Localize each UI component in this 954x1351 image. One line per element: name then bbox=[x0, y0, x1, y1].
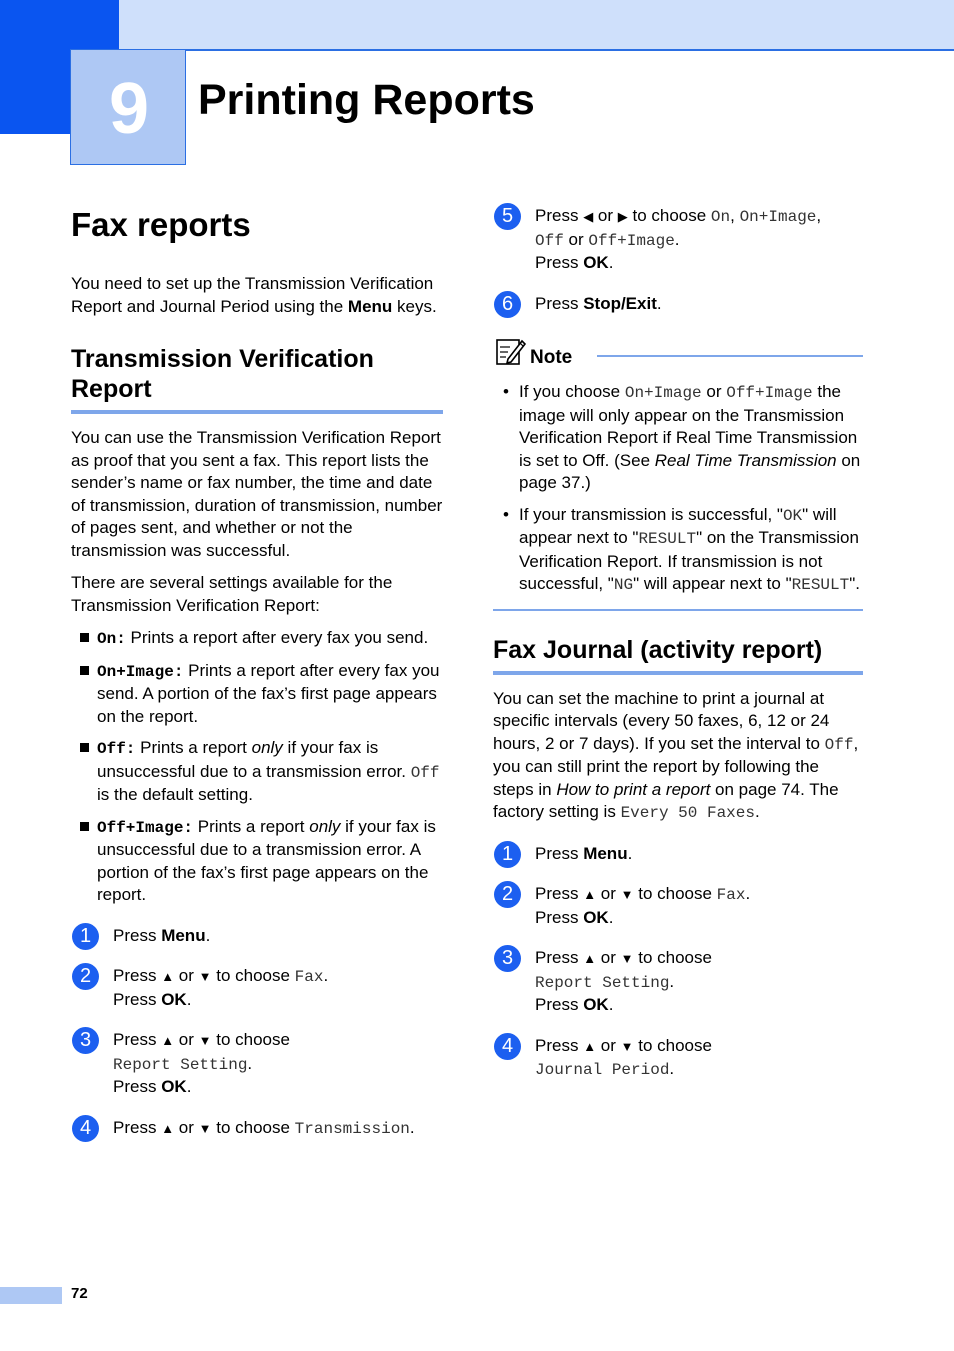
bullet-square-icon bbox=[80, 822, 89, 831]
step-2: 2 Press ▲ or ▼ to choose Fax. Press OK. bbox=[71, 965, 443, 1011]
page-number: 72 bbox=[71, 1285, 88, 1302]
step-number-icon: 3 bbox=[72, 1027, 99, 1054]
option-on: On: Prints a report after every fax you send. bbox=[71, 627, 443, 651]
note-box bbox=[493, 341, 863, 611]
right-arrow-icon: ▶ bbox=[617, 209, 628, 224]
step-4: 4 Press ▲ or ▼ to choose Transmission. bbox=[71, 1117, 443, 1141]
down-arrow-icon: ▼ bbox=[198, 1033, 212, 1048]
journal-steps-list bbox=[493, 843, 863, 1082]
note-item-2: • If your transmission is successful, "OK" will appear next to "RESULT" on the Transmission Verification Report. If transmission is not successful, "NG" will appear next to "RESULT". bbox=[503, 504, 860, 594]
note-list bbox=[493, 381, 863, 597]
fax-reports-intro: You need to set up the Transmission Verification Report and Journal Period using the Menu keys. bbox=[71, 274, 437, 316]
down-arrow-icon: ▼ bbox=[620, 1038, 634, 1054]
fax-reports-heading: Fax reports bbox=[71, 206, 251, 243]
up-arrow-icon: ▲ bbox=[161, 969, 175, 984]
note-item-1: • If you choose On+Image or Off+Image the image will only appear on the Transmission Verification Report if Real Time Transmission is set to Off. (See Real Time Transmission on page 37.) bbox=[503, 382, 861, 492]
step-number-icon: 4 bbox=[72, 1115, 99, 1142]
journal-step-1: 1 Press Menu. bbox=[493, 843, 863, 866]
tvr-steps-continued bbox=[493, 205, 863, 315]
option-off-image: Off+Image: Prints a report only if your fax is unsuccessful due to a transmission error. A portion of the fax’s first page appears on the report. bbox=[71, 816, 443, 907]
chapter-number-box bbox=[70, 49, 186, 165]
down-arrow-icon: ▼ bbox=[198, 1120, 212, 1136]
step-3: 3 Press ▲ or ▼ to choose Report Setting. Press OK. bbox=[71, 1029, 443, 1099]
chapter-number: 9 bbox=[108, 69, 150, 149]
step-number-icon: 6 bbox=[494, 291, 521, 318]
step-number-icon: 3 bbox=[494, 945, 521, 972]
bullet-dot-icon: • bbox=[503, 504, 509, 524]
step-number-icon: 1 bbox=[494, 841, 521, 868]
down-arrow-icon: ▼ bbox=[198, 969, 212, 984]
left-arrow-icon: ◀ bbox=[583, 209, 594, 224]
note-rule bbox=[597, 355, 863, 357]
journal-para: You can set the machine to print a journal at specific intervals (every 50 faxes, 6, 12 or 24 hours, 2 or 7 days). If you set the interval to Off, you can still print the report by following the steps in How to print a report on page 74. The factory setting is Every 50 Faxes. bbox=[493, 688, 859, 822]
up-arrow-icon: ▲ bbox=[583, 887, 597, 902]
tvr-para-2: There are several settings available for the Transmission Verification Report: bbox=[71, 573, 393, 615]
step-number-icon: 1 bbox=[72, 923, 99, 950]
note-label: Note bbox=[530, 347, 573, 368]
journal-heading: Fax Journal (activity report) bbox=[493, 635, 863, 675]
tvr-heading: Transmission Verification Report bbox=[71, 344, 443, 414]
journal-step-4: 4 Press ▲ or ▼ to choose Journal Period. bbox=[493, 1035, 863, 1082]
header-strip bbox=[119, 0, 954, 51]
up-arrow-icon: ▲ bbox=[161, 1033, 175, 1048]
tvr-options-list bbox=[71, 627, 443, 907]
option-off: Off: Prints a report only if your fax is unsuccessful due to a transmission error. Off is the default setting. bbox=[71, 737, 443, 807]
left-column bbox=[71, 205, 443, 1140]
step-6: 6 Press Stop/Exit. bbox=[493, 293, 863, 316]
up-arrow-icon: ▲ bbox=[161, 1120, 175, 1136]
bullet-square-icon bbox=[80, 633, 89, 642]
up-arrow-icon: ▲ bbox=[583, 951, 597, 966]
journal-step-2: 2 Press ▲ or ▼ to choose Fax. Press OK. bbox=[493, 883, 863, 929]
tvr-para-1: You can use the Transmission Verification Report as proof that you sent a fax. This report lists the sender’s name or fax number, the time and date of transmission, duration of transmission, number of pages sent, and whether or not the transmission was successful. bbox=[71, 428, 443, 560]
bullet-square-icon bbox=[80, 666, 89, 675]
note-header bbox=[493, 341, 863, 375]
step-1: 1 Press Menu. bbox=[71, 925, 443, 948]
step-5: 5 Press ◀ or ▶ to choose On, On+Image, Off or Off+Image. Press OK. bbox=[493, 205, 863, 275]
step-number-icon: 2 bbox=[494, 881, 521, 908]
tvr-steps-list bbox=[71, 925, 443, 1141]
option-on-image: On+Image: Prints a report after every fax you send. A portion of the fax’s first page appears on the report. bbox=[71, 660, 443, 729]
journal-step-3: 3 Press ▲ or ▼ to choose Report Setting. Press OK. bbox=[493, 947, 863, 1017]
step-number-icon: 2 bbox=[72, 963, 99, 990]
page-number-bar bbox=[0, 1287, 62, 1304]
right-column bbox=[493, 205, 863, 1082]
chapter-title: Printing Reports bbox=[198, 76, 535, 124]
bullet-square-icon bbox=[80, 743, 89, 752]
note-bottom-rule bbox=[493, 609, 863, 611]
down-arrow-icon: ▼ bbox=[620, 951, 634, 966]
step-number-icon: 4 bbox=[494, 1033, 521, 1060]
down-arrow-icon: ▼ bbox=[620, 887, 634, 902]
note-pencil-icon bbox=[496, 337, 526, 365]
step-number-icon: 5 bbox=[494, 203, 521, 230]
up-arrow-icon: ▲ bbox=[583, 1038, 597, 1054]
bullet-dot-icon: • bbox=[503, 382, 509, 401]
